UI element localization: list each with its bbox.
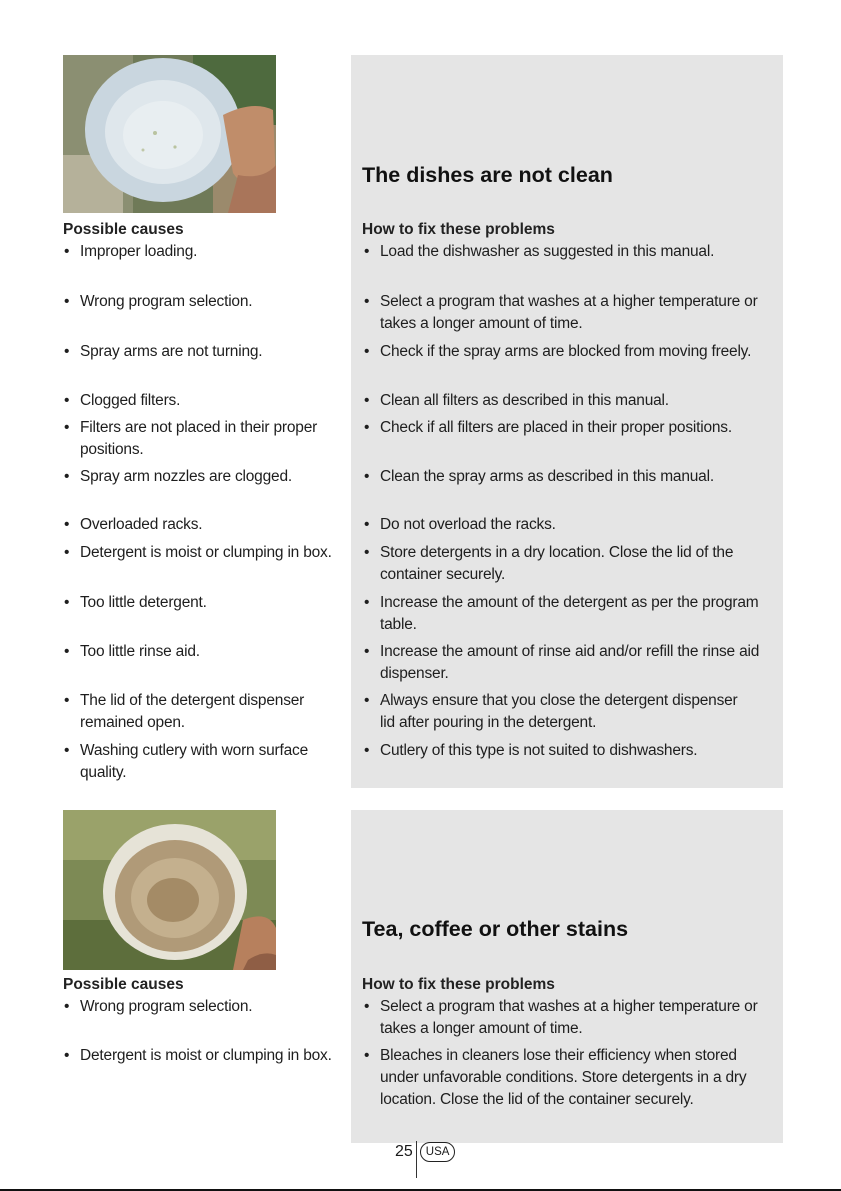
fix-item: • Store detergents in a dry location. Close the lid of the container securely. [363,542,798,586]
cause-item: • Spray arm nozzles are clogged. [63,466,365,488]
possible-causes-label: Possible causes [63,976,184,993]
cause-item: • Wrong program selection. [63,291,365,313]
how-to-fix-label: How to fix these problems [362,221,555,238]
cause-item: • Wrong program selection. [63,996,365,1018]
how-to-fix-label: How to fix these problems [362,976,555,993]
page-number: 25 [395,1143,413,1160]
fix-item: • Bleaches in cleaners lose their efficiency when stored under unfavorable conditions. Store detergents in a dry location. Close the lid of the container securely. [363,1045,775,1111]
fix-item: • Check if the spray arms are blocked from moving freely. [363,341,798,363]
plate-photo [63,55,276,213]
section-title: Tea, coffee or other stains [362,917,629,941]
cause-item: • Too little rinse aid. [63,641,365,663]
fix-item: • Cutlery of this type is not suited to dishwashers. [363,740,798,762]
fix-item: • Always ensure that you close the detergent dispenser lid after pouring in the detergent. [363,690,745,734]
region-badge: USA [420,1142,456,1162]
section-title: The dishes are not clean [362,163,613,187]
fix-item: • Select a program that washes at a higher temperature or takes a longer amount of time. [363,996,765,1040]
cause-item: • Detergent is moist or clumping in box. [63,1045,348,1067]
fix-item: • Load the dishwasher as suggested in this manual. [363,241,725,263]
cause-item: • Washing cutlery with worn surface quality. [63,740,308,784]
page-footer [395,1141,455,1179]
cause-item: • Spray arms are not turning. [63,341,365,363]
fix-item: • Increase the amount of the detergent as per the program table. [363,592,798,636]
fix-item: • Check if all filters are placed in their proper positions. [363,417,752,439]
fix-item: • Increase the amount of rinse aid and/or refill the rinse aid dispenser. [363,641,798,685]
cause-item: • Clogged filters. [63,390,365,412]
fix-item: • Clean the spray arms as described in this manual. [363,466,735,488]
cause-item: • Too little detergent. [63,592,365,614]
cause-item: • Overloaded racks. [63,514,365,536]
stained-cup-photo [63,810,276,970]
cause-item: • Improper loading. [63,241,365,263]
fix-item: • Select a program that washes at a higher temperature or takes a longer amount of time. [363,291,765,335]
fix-item: • Do not overload the racks. [363,514,798,536]
possible-causes-label: Possible causes [63,221,184,238]
fix-item: • Clean all filters as described in this manual. [363,390,798,412]
cause-item: • Detergent is moist or clumping in box. [63,542,348,564]
cause-item: • The lid of the detergent dispenser remained open. [63,690,308,734]
cause-item: • Filters are not placed in their proper positions. [63,417,340,461]
footer-divider [416,1141,417,1178]
